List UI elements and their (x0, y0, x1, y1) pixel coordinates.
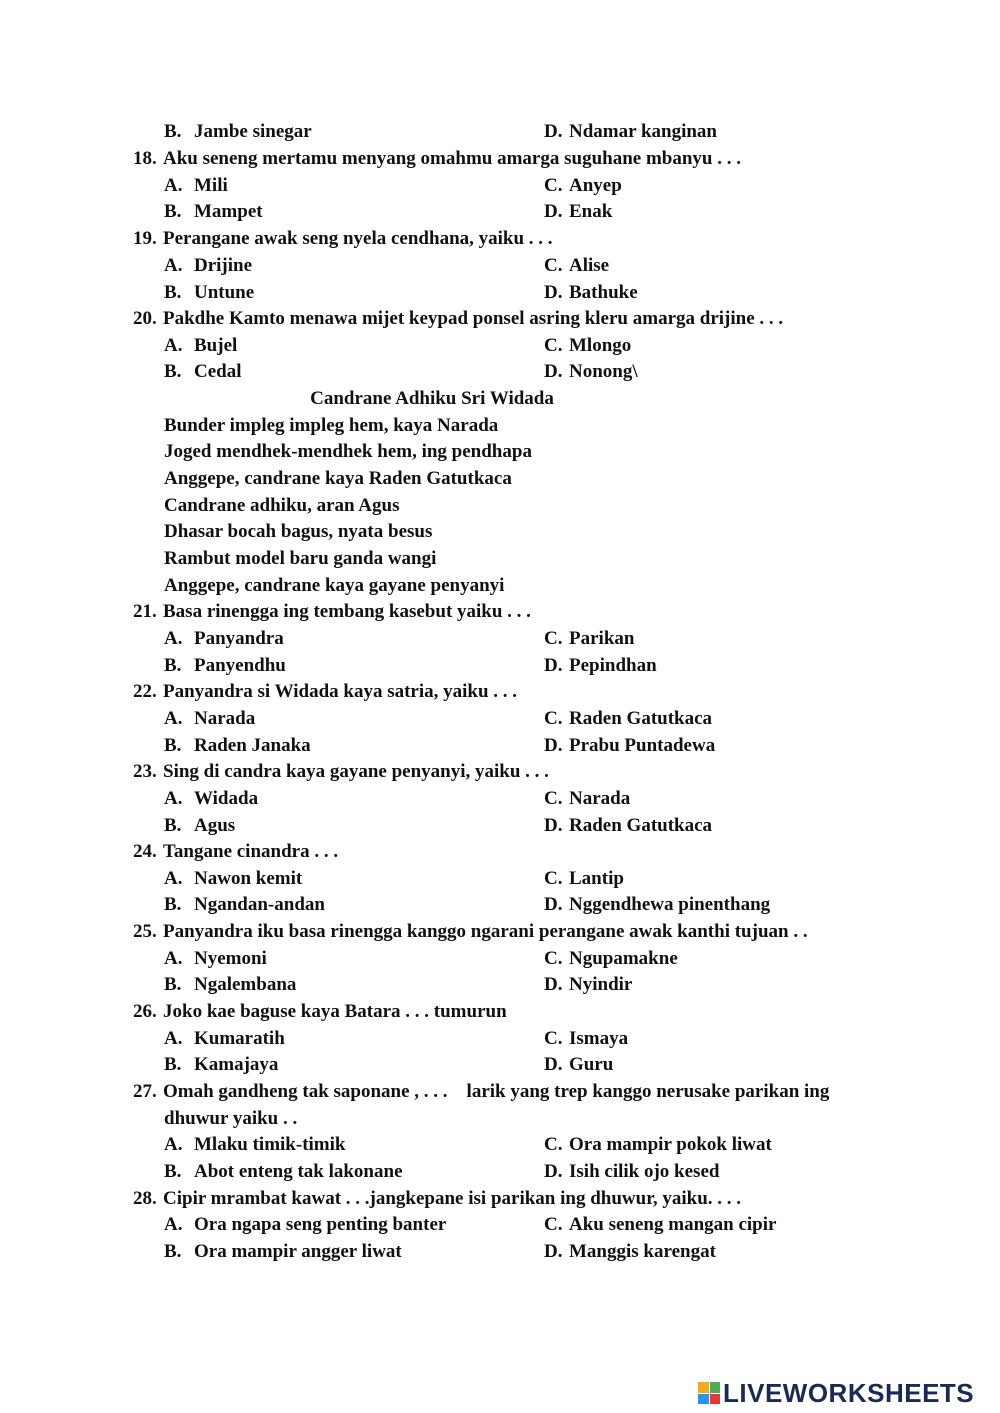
option-d: D. Bathuke (544, 282, 638, 303)
logo-square-icon (710, 1382, 721, 1393)
option-a: A. Nawon kemit (164, 868, 303, 889)
logo-square-icon (710, 1394, 721, 1405)
option-b: B. Untune (164, 282, 255, 303)
option-a: A. Ora ngapa seng penting banter (164, 1214, 447, 1235)
option-c: C. Ora mampir pokok liwat (544, 1134, 772, 1155)
option-b: B. Ngandan-andan (164, 894, 325, 915)
option-b: B. Raden Janaka (164, 735, 311, 756)
option-c: C. Alise (544, 255, 610, 276)
option-c: C. Raden Gatutkaca (544, 708, 713, 729)
option-d: D. Prabu Puntadewa (544, 735, 716, 756)
question-28: 28. Cipir mrambat kawat . . .jangkepane isi parikan ing dhuwur, yaiku. . . . (133, 1188, 742, 1209)
option-a: A. Mili (164, 175, 228, 196)
option-b: B. Jambe sinegar (164, 121, 312, 142)
option-c: C. Parikan (544, 628, 635, 649)
poem-line: Dhasar bocah bagus, nyata besus (164, 521, 433, 542)
option-a: A. Narada (164, 708, 256, 729)
option-d: D. Raden Gatutkaca (544, 815, 713, 836)
question-26: 26. Joko kae baguse kaya Batara . . . tumurun (133, 1001, 507, 1022)
option-b: B. Mampet (164, 201, 263, 222)
option-c: C. Aku seneng mangan cipir (544, 1214, 777, 1235)
option-d: D. Nonong\ (544, 361, 638, 382)
option-c: C. Lantip (544, 868, 624, 889)
option-a: A. Mlaku timik-timik (164, 1134, 346, 1155)
option-a: A. Panyandra (164, 628, 284, 649)
option-d: D. Ndamar kanginan (544, 121, 718, 142)
option-a: A. Kumaratih (164, 1028, 285, 1049)
question-27-continuation: dhuwur yaiku . . (164, 1108, 298, 1129)
option-d: D. Guru (544, 1054, 614, 1075)
question-24: 24. Tangane cinandra . . . (133, 841, 339, 862)
option-b: B. Agus (164, 815, 236, 836)
option-b: B. Panyendhu (164, 655, 286, 676)
question-20: 20. Pakdhe Kamto menawa mijet keypad ponsel asring kleru amarga drijine . . . (133, 308, 784, 329)
option-a: A. Bujel (164, 335, 238, 356)
question-23: 23. Sing di candra kaya gayane penyanyi, yaiku . . . (133, 761, 549, 782)
option-a: A. Drijine (164, 255, 253, 276)
poem-title: Candrane Adhiku Sri Widada (310, 388, 554, 409)
logo-square-icon (698, 1394, 709, 1405)
poem-line: Rambut model baru ganda wangi (164, 548, 437, 569)
option-a: A. Widada (164, 788, 259, 809)
option-c: C. Narada (544, 788, 631, 809)
option-b: B. Ora mampir angger liwat (164, 1241, 402, 1262)
liveworksheets-logo[interactable] (698, 1377, 975, 1408)
option-b: B. Kamajaya (164, 1054, 279, 1075)
option-c: C. Ngupamakne (544, 948, 678, 969)
option-d: D. Enak (544, 201, 613, 222)
poem-line: Anggepe, candrane kaya gayane penyanyi (164, 575, 505, 596)
option-d: D. Nyindir (544, 974, 633, 995)
option-d: D. Isih cilik ojo kesed (544, 1161, 720, 1182)
option-c: C. Anyep (544, 175, 622, 196)
poem-line: Bunder impleg impleg hem, kaya Narada (164, 415, 499, 436)
liveworksheets-logo-icon (698, 1382, 720, 1404)
poem-line: Joged mendhek-mendhek hem, ing pendhapa (164, 441, 532, 462)
option-b: B. Abot enteng tak lakonane (164, 1161, 403, 1182)
question-22: 22. Panyandra si Widada kaya satria, yaiku . . . (133, 681, 518, 702)
option-d: D. Manggis karengat (544, 1241, 716, 1262)
poem-line: Candrane adhiku, aran Agus (164, 495, 400, 516)
option-d: D. Nggendhewa pinenthang (544, 894, 771, 915)
option-a: A. Nyemoni (164, 948, 267, 969)
option-c: C. Mlongo (544, 335, 632, 356)
logo-square-icon (698, 1382, 709, 1393)
option-b: B. Cedal (164, 361, 242, 382)
question-18: 18. Aku seneng mertamu menyang omahmu amarga suguhane mbanyu . . . (133, 148, 741, 169)
question-25: 25. Panyandra iku basa rinengga kanggo ngarani perangane awak kanthi tujuan . . (133, 921, 808, 942)
question-21: 21. Basa rinengga ing tembang kasebut yaiku . . . (133, 601, 531, 622)
option-d: D. Pepindhan (544, 655, 657, 676)
question-27: 27. Omah gandheng tak saponane , . . . larik yang trep kanggo nerusake parikan ing (133, 1081, 830, 1102)
question-19: 19. Perangane awak seng nyela cendhana, yaiku . . . (133, 228, 553, 249)
option-c: C. Ismaya (544, 1028, 629, 1049)
logo-text: LIVEWORKSHEETS (723, 1377, 975, 1408)
option-b: B. Ngalembana (164, 974, 297, 995)
poem-line: Anggepe, candrane kaya Raden Gatutkaca (164, 468, 512, 489)
